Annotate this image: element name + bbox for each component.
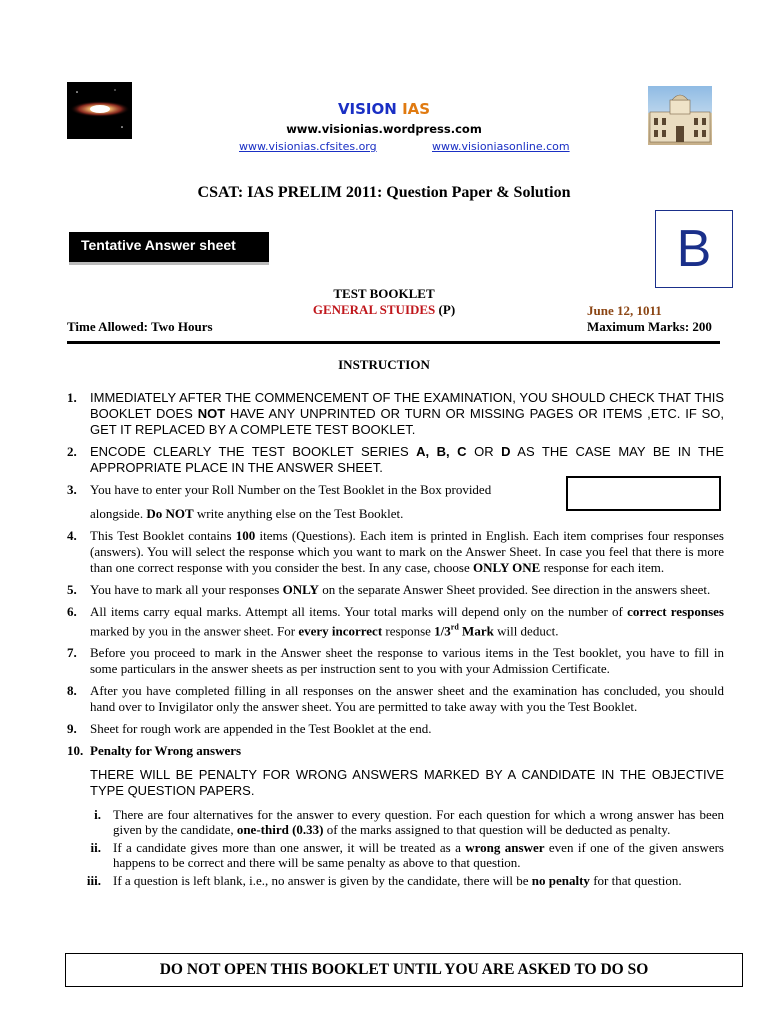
item-number: 5. — [67, 582, 77, 597]
subject-name: GENERAL STUIDES — [312, 302, 436, 317]
list-item — [67, 743, 724, 799]
list-item: 9. Sheet for rough work are appended in the Test Booklet at the end. — [67, 721, 432, 737]
item-number: 9. — [67, 721, 77, 737]
max-marks: Maximum Marks: 200 — [587, 319, 712, 334]
item-number: 6. — [67, 604, 77, 619]
item-number: 3. — [67, 482, 77, 497]
series-box: B — [655, 210, 733, 288]
list-item: 5. You have to mark all your responses ONLY on the separate Answer Sheet provided. See direction in the answers sheet. — [67, 582, 711, 597]
item-number: 10. — [67, 743, 84, 759]
item-number: 1. — [67, 390, 77, 405]
instruction-heading: INSTRUCTION — [338, 357, 430, 372]
list-item: 1. IMMEDIATELY AFTER THE COMMENCEMENT OF THE EXAMINATION, YOU SHOULD CHECK THAT THIS BOOKLET DOES NOT HAVE ANY UNPRINTED OR TURN OR MISSING PAGES OR ITEMS ,ETC. IF SO, GET IT REPLACED BY A COMPLETE TEST BOOKLET. — [67, 390, 724, 437]
instruction-list — [67, 390, 724, 892]
sub-item: ii. If a candidate gives more than one answer, it will be treated as a wrong answer even if one of the given answers happens to be correct and there will be same penalty as above to that question. — [90, 840, 724, 871]
list-item: 4. This Test Booklet contains 100 items (Questions). Each item is printed in English. Each item comprises four responses (answers). You will select the response which you want to mark on the Answer Sheet. In case you feel that there is more than one correct response with you consider the best. In any case, choose ONLY ONE response for each item. — [67, 528, 724, 575]
list-item: 3. You have to enter your Roll Number on the Test Booklet in the Box provided alongside. Do NOT write anything else on the Test Booklet. — [67, 482, 492, 521]
list-item: 8. After you have completed filling in all responses on the answer sheet and the examination has concluded, you should hand over to Invigilator only the answer sheet. You are permitted to take away with you the Test Booklet. — [67, 683, 724, 715]
list-item: 2. ENCODE CLEARLY THE TEST BOOKLET SERIES A, B, C OR D AS THE CASE MAY BE IN THE APPROPRIATE PLACE IN THE ANSWER SHEET. — [67, 444, 724, 475]
site-main[interactable]: www.visionias.wordpress.com — [286, 122, 482, 136]
footer-warning: DO NOT OPEN THIS BOOKLET UNTIL YOU ARE ASKED TO DO SO — [65, 953, 743, 987]
subject-code: (P) — [438, 302, 456, 317]
sub-item: iii. If a question is left blank, i.e., no answer is given by the candidate, there will be no penalty for that question. — [86, 873, 682, 889]
penalty-body: THERE WILL BE PENALTY FOR WRONG ANSWERS MARKED BY A CANDIDATE IN THE OBJECTIVE TYPE QUESTION PAPERS. — [90, 767, 724, 799]
item-number: 2. — [67, 444, 77, 459]
divider — [67, 341, 720, 344]
brand-ias: IAS — [402, 100, 431, 118]
site-link-left[interactable]: www.visionias.cfsites.org — [239, 140, 377, 153]
tentative-label: Tentative Answer sheet — [69, 232, 269, 262]
time-allowed: Time Allowed: Two Hours — [67, 319, 213, 334]
page-title: CSAT: IAS PRELIM 2011: Question Paper & Solution — [197, 184, 571, 201]
list-item: 7. Before you proceed to mark in the Answer sheet the response to various items in the Test booklet, you have to fill in some particulars in the answer sheets as per instruction sent to you with your Admission Certificate. — [67, 645, 724, 677]
list-item: 6. All items carry equal marks. Attempt all items. Your total marks will depend only on the number of correct responses marked by you in the answer sheet. For every incorrect response 1/3rd Mark will deduct. — [67, 604, 724, 639]
booklet-heading: TEST BOOKLET — [333, 286, 435, 301]
item-number: 4. — [67, 528, 77, 543]
exam-date: June 12, 1011 — [587, 303, 662, 318]
brand-name — [0, 100, 768, 118]
item-number: 8. — [67, 683, 77, 699]
penalty-title: Penalty for Wrong answers — [90, 743, 242, 759]
site-link-right[interactable]: www.visioniasonline.com — [432, 140, 570, 153]
sub-item: i. There are four alternatives for the answer to every question. For each question for which a wrong answer has been given by the candidate, one-third (0.33) of the marks assigned to that question will be deducted as penalty. — [94, 807, 724, 838]
brand-vision: VISION — [337, 100, 397, 118]
item-number: 7. — [67, 645, 77, 661]
